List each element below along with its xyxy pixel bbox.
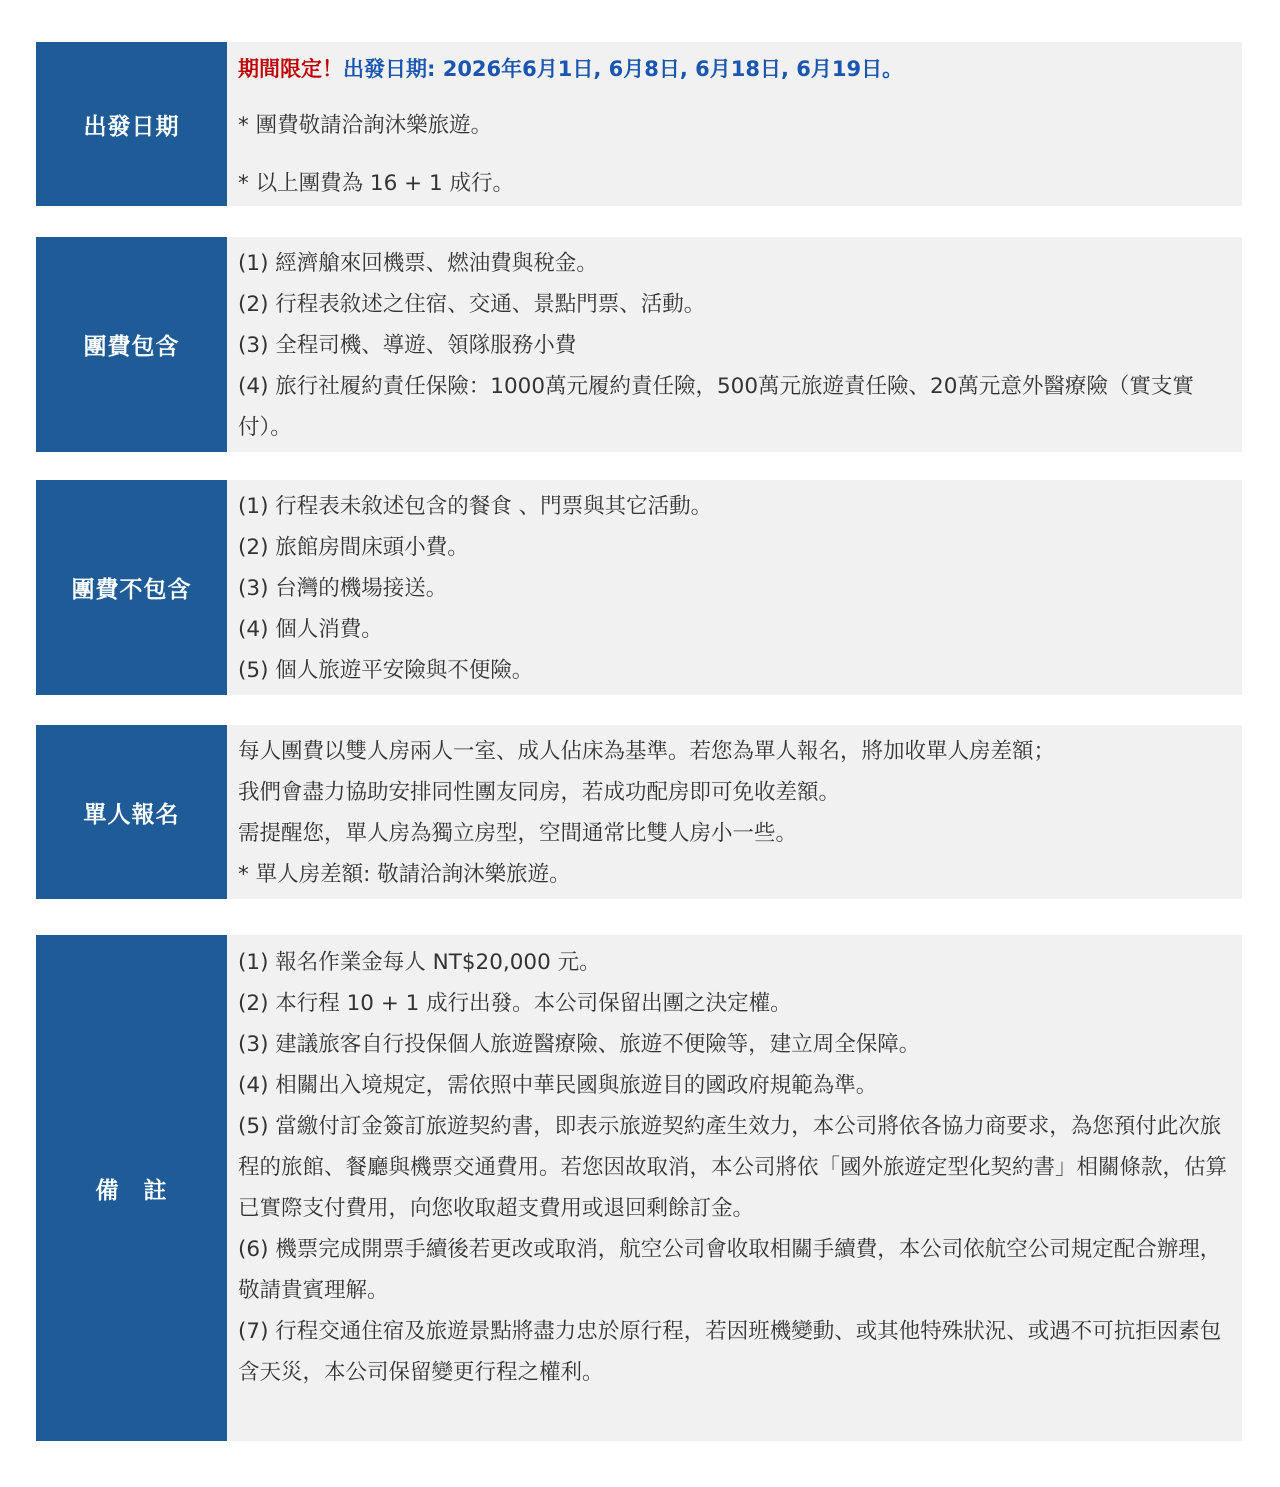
excluded-label: 團費不包含	[36, 480, 227, 695]
single-content	[227, 725, 1242, 899]
list-item: (1) 經濟艙來回機票、燃油費與稅金。	[238, 251, 598, 276]
list-item: (4) 旅行社履約責任保險：1000萬元履約責任險，500萬元旅遊責任險、20萬元意外醫療險（實支實付）。	[238, 374, 1194, 440]
list-item: (5) 個人旅遊平安險與不便險。	[238, 658, 534, 683]
limited-time-highlight: 期間限定！	[238, 57, 343, 81]
excluded-row	[36, 480, 1242, 695]
excluded-content	[227, 480, 1242, 695]
included-row	[36, 237, 1242, 452]
remarks-label: 備 註	[36, 935, 227, 1441]
list-item: (2) 行程表敘述之住宿、交通、景點門票、活動。	[238, 292, 706, 317]
list-item: (7) 行程交通住宿及旅遊景點將盡力忠於原行程，若因班機變動、或其他特殊狀況、或遇不可抗拒因素包含天災，本公司保留變更行程之權利。	[238, 1319, 1222, 1385]
single-row	[36, 725, 1242, 899]
list-item: (5) 當繳付訂金簽訂旅遊契約書，即表示旅遊契約產生效力，本公司將依各協力商要求，為您預付此次旅程的旅館、餐廳與機票交通費用。若您因故取消，本公司將依「國外旅遊定型化契約書」相關條款，估算已實際支付費用，向您收取超支費用或退回剩餘訂金。	[238, 1114, 1228, 1221]
departure-row	[36, 42, 1242, 206]
departure-dates: 出發日期: 2026年6月1日, 6月8日, 6月18日, 6月19日。	[343, 57, 904, 81]
list-item: (4) 相關出入境規定，需依照中華民國與旅遊目的國政府規範為準。	[238, 1073, 878, 1098]
included-content	[227, 237, 1242, 452]
list-item: (3) 全程司機、導遊、領隊服務小費	[238, 333, 577, 358]
remarks-row	[36, 935, 1242, 1441]
departure-content	[227, 42, 1242, 206]
paragraph-line: 每人團費以雙人房兩人一室、成人佔床為基準。若您為單人報名，將加收單人房差額；	[238, 739, 1056, 764]
included-label: 團費包含	[36, 237, 227, 452]
list-item: (2) 旅館房間床頭小費。	[238, 535, 469, 560]
departure-dates-line	[238, 42, 1232, 97]
paragraph-line: 我們會盡力協助安排同性團友同房，若成功配房即可免收差額。	[238, 780, 841, 805]
single-label: 單人報名	[36, 725, 227, 899]
list-item: (3) 台灣的機場接送。	[238, 576, 448, 601]
departure-note: * 團費敬請洽詢沐樂旅遊。	[238, 113, 493, 138]
list-item: (1) 報名作業金每人 NT$20,000 元。	[238, 950, 601, 975]
list-item: (1) 行程表未敘述包含的餐食 、門票與其它活動。	[238, 494, 713, 519]
departure-label: 出發日期	[36, 42, 227, 206]
list-item: (2) 本行程 10 + 1 成行出發。本公司保留出團之決定權。	[238, 991, 792, 1016]
list-item: (4) 個人消費。	[238, 617, 383, 642]
list-item: (6) 機票完成開票手續後若更改或取消，航空公司會收取相關手續費，本公司依航空公司規定配合辦理，敬請貴賓理解。	[238, 1237, 1222, 1303]
departure-note: * 以上團費為 16 + 1 成行。	[238, 171, 514, 196]
paragraph-line: * 單人房差額: 敬請洽詢沐樂旅遊。	[238, 862, 571, 887]
remarks-content	[227, 935, 1242, 1441]
paragraph-line: 需提醒您，單人房為獨立房型，空間通常比雙人房小一些。	[238, 821, 798, 846]
list-item: (3) 建議旅客自行投保個人旅遊醫療險、旅遊不便險等，建立周全保障。	[238, 1032, 921, 1057]
